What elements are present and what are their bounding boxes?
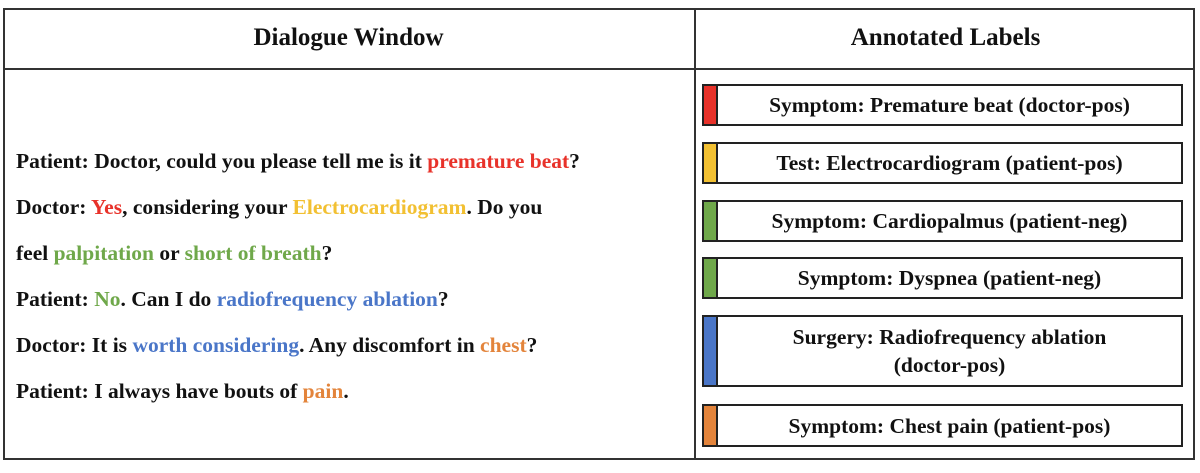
- dialogue-text: ?: [569, 149, 580, 173]
- label-electrocardiogram: [702, 142, 1183, 184]
- highlighted-term: No: [94, 287, 121, 311]
- column-divider: [694, 8, 696, 460]
- dialogue-text: feel: [16, 241, 54, 265]
- dialogue-text: .: [343, 379, 349, 403]
- dialogue-line: [16, 276, 692, 322]
- highlighted-term: short of breath: [184, 241, 322, 265]
- label-color-bar: [704, 406, 718, 445]
- highlighted-term: radiofrequency ablation: [216, 287, 438, 311]
- label-chest-pain: [702, 404, 1183, 447]
- dialogue-text: , considering your: [122, 195, 293, 219]
- dialogue-text: . Do you: [466, 195, 543, 219]
- label-color-bar: [704, 259, 718, 297]
- label-text: Test: Electrocardiogram (patient-pos): [776, 151, 1123, 175]
- highlighted-term: Yes: [91, 195, 123, 219]
- dialogue-text: ?: [526, 333, 538, 357]
- annotated-labels-header: Annotated Labels: [850, 24, 1041, 51]
- label-text: Symptom: Dyspnea (patient-neg): [797, 266, 1102, 290]
- highlighted-term: Electrocardiogram: [292, 195, 467, 219]
- label-dyspnea: [702, 257, 1183, 299]
- dialogue-line: [16, 184, 692, 230]
- dialogue-text: Doctor:: [16, 195, 92, 219]
- highlighted-term: pain: [302, 379, 344, 403]
- label-text: Symptom: Premature beat (doctor-pos): [769, 93, 1130, 117]
- highlighted-term: worth considering: [132, 333, 300, 357]
- dialogue-text: . Can I do: [120, 287, 217, 311]
- dialogue-line: [16, 138, 692, 184]
- highlighted-term: palpitation: [53, 241, 154, 265]
- dialogue-text: . Any discomfort in: [299, 333, 481, 357]
- label-text: Symptom: Cardiopalmus (patient-neg): [771, 209, 1128, 233]
- highlighted-term: chest: [480, 333, 527, 357]
- label-cardiopalmus: [702, 200, 1183, 242]
- dialogue-text: ?: [437, 287, 449, 311]
- dialogue-line: [16, 230, 692, 276]
- label-radiofrequency-ablation: [702, 315, 1183, 387]
- dialogue-text: Patient:: [16, 287, 95, 311]
- label-text: Symptom: Chest pain (patient-pos): [788, 413, 1111, 438]
- dialogue-window-header: Dialogue Window: [253, 24, 444, 51]
- label-text: Surgery: Radiofrequency ablation (doctor-pos): [792, 325, 1107, 377]
- dialogue-text: or: [153, 241, 185, 265]
- dialogue-window: [16, 138, 692, 414]
- label-color-bar: [704, 317, 718, 385]
- dialogue-text: Doctor: It is: [16, 333, 133, 357]
- label-color-bar: [704, 144, 718, 182]
- dialogue-line: [16, 322, 692, 368]
- header-divider: [3, 68, 1195, 70]
- dialogue-line: [16, 368, 692, 414]
- label-color-bar: [704, 86, 718, 124]
- dialogue-text: ?: [321, 241, 333, 265]
- label-premature-beat: [702, 84, 1183, 126]
- label-color-bar: [704, 202, 718, 240]
- highlighted-term: premature beat: [427, 149, 570, 173]
- dialogue-text: Patient: I always have bouts of: [16, 379, 303, 403]
- dialogue-text: Patient: Doctor, could you please tell me is it: [16, 149, 428, 173]
